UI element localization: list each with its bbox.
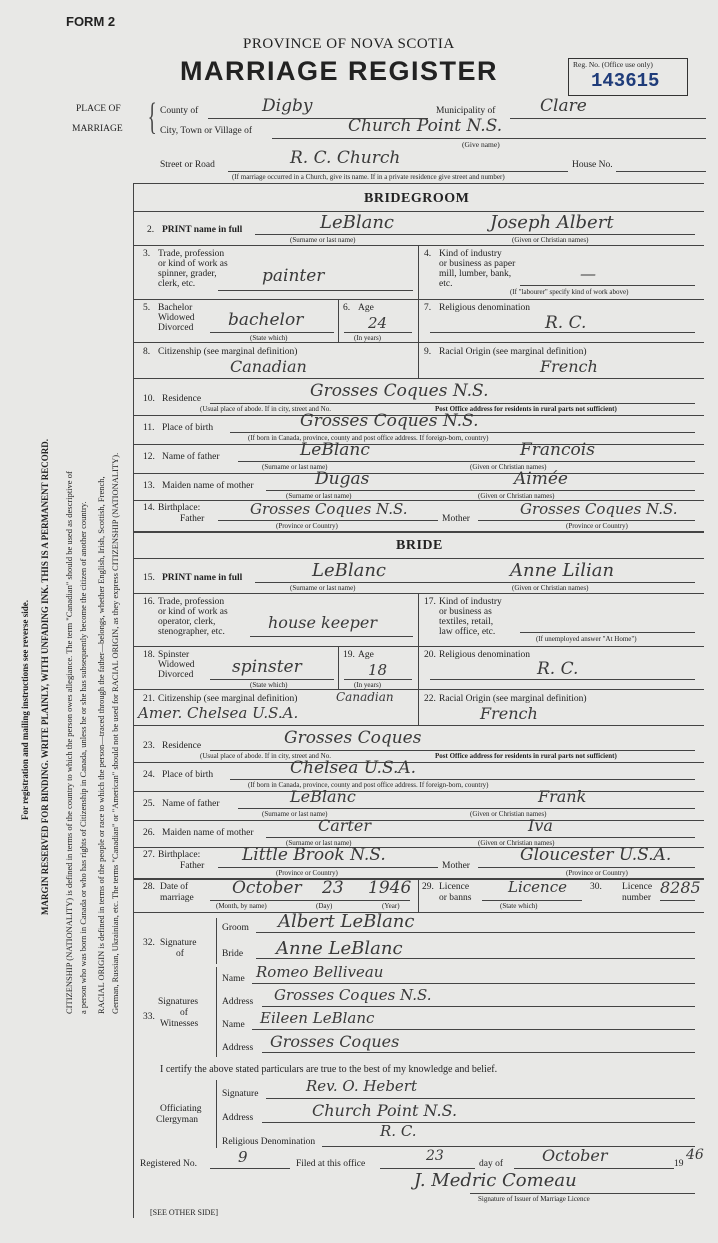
groom-sig-label: Groom	[222, 923, 249, 933]
f5-num: 5.	[143, 303, 151, 313]
f22-num: 22.	[424, 694, 436, 704]
bride-surname: LeBlanc	[312, 560, 386, 581]
f12-surname-caption: (Surname or last name)	[262, 463, 328, 471]
place-label-2: MARRIAGE	[72, 124, 123, 134]
w1-name-label: Name	[222, 974, 245, 984]
groom-father-surname: LeBlanc	[300, 440, 370, 460]
city-value: Church Point N.S.	[348, 116, 503, 136]
clergy-address: Church Point N.S.	[312, 1101, 458, 1120]
f12-label: Name of father	[162, 452, 220, 462]
f17-note: (If unemployed answer "At Home")	[536, 635, 637, 643]
f27-mother-label: Mother	[442, 861, 470, 871]
groom-trade: painter	[262, 266, 325, 286]
groom-father-birthplace: Grosses Coques N.S.	[250, 500, 408, 518]
f10-note-bold: Post Office address for residents in rural parts not sufficient)	[435, 405, 617, 413]
witness2-name: Eileen LeBlanc	[260, 1009, 375, 1027]
groom-surname-caption: (Surname or last name)	[290, 236, 356, 244]
municipality-value: Clare	[540, 96, 587, 116]
f7-num: 7.	[424, 303, 432, 313]
county-label: County of	[160, 106, 199, 116]
w2-name-label: Name	[222, 1020, 245, 1030]
f33-num: 33.	[143, 1012, 155, 1022]
f15-given-caption: (Given or Christian names)	[512, 584, 589, 592]
f33-l2: of	[180, 1008, 188, 1018]
f8-label: Citizenship (see marginal definition)	[158, 347, 298, 357]
f8-num: 8.	[143, 347, 151, 357]
margin-note-5: RACIAL ORIGIN is defined in terms of the people or race to which the person—traced through the father—belongs, whether English, Irish, Scottish, French,	[96, 476, 106, 1014]
bride-citizenship-extra: Amer. Chelsea U.S.A.	[138, 704, 299, 722]
registration-number-box	[568, 58, 688, 96]
officiating-l1: Officiating	[160, 1104, 202, 1114]
w1-address-label: Address	[222, 997, 254, 1007]
place-brace-icon: {	[147, 96, 157, 138]
f13-given-caption: (Given or Christian names)	[478, 492, 555, 500]
f12-given-caption: (Given or Christian names)	[470, 463, 547, 471]
groom-signature: Albert LeBlanc	[278, 911, 415, 932]
bride-heading: BRIDE	[396, 538, 443, 553]
f30-num: 30.	[590, 882, 602, 892]
clergy-religion: R. C.	[380, 1122, 417, 1140]
groom-mother-birthplace: Grosses Coques N.S.	[520, 500, 678, 518]
f28-l2: marriage	[160, 893, 194, 903]
f28-year-caption: (Year)	[382, 902, 400, 910]
bride-mother-given: Iva	[528, 816, 553, 835]
f14-mother-label: Mother	[442, 514, 470, 524]
f26-given-caption: (Given or Christian names)	[478, 839, 555, 847]
f23-num: 23.	[143, 741, 155, 751]
f28-month-caption: (Month, by name)	[216, 902, 267, 910]
f18-num: 18.	[143, 650, 155, 660]
f3-l4: clerk, etc.	[158, 279, 196, 289]
bride-citizenship: Canadian	[336, 690, 394, 704]
f29-state-which: (State which)	[500, 902, 538, 910]
county-value: Digby	[262, 96, 313, 116]
groom-father-given: Francois	[520, 440, 595, 460]
f27-num: 27.	[143, 850, 155, 860]
officiating-l2: Clergyman	[156, 1115, 199, 1125]
f28-num: 28.	[143, 882, 155, 892]
f20-num: 20.	[424, 650, 436, 660]
f27-father-label: Father	[180, 861, 205, 871]
f28-l1: Date of	[160, 882, 189, 892]
page-title: MARRIAGE REGISTER	[180, 56, 499, 86]
f4-l1: Kind of industry	[439, 249, 502, 259]
f16-l4: stenographer, etc.	[158, 627, 225, 637]
f5-l3: Divorced	[158, 323, 194, 333]
bride-sig-label: Bride	[222, 949, 244, 959]
groom-age: 24	[368, 314, 388, 332]
day-of-label: day of	[479, 1159, 504, 1169]
f19-in-years: (In years)	[354, 681, 382, 689]
f2-num: 2.	[147, 225, 155, 235]
f16-l3: operator, clerk,	[158, 617, 216, 627]
f11-label: Place of birth	[162, 423, 214, 433]
groom-citizenship: Canadian	[230, 357, 307, 376]
issuer-signature: J. Medric Comeau	[414, 1170, 577, 1191]
f18-state-which: (State which)	[250, 681, 288, 689]
f3-l2: or kind of work as	[158, 259, 228, 269]
f25-surname-caption: (Surname or last name)	[262, 810, 328, 818]
f15-num: 15.	[143, 573, 155, 583]
groom-state-which: (State which)	[250, 334, 288, 342]
f25-num: 25.	[143, 799, 155, 809]
f18-l3: Divorced	[158, 670, 194, 680]
bride-residence: Grosses Coques	[284, 728, 422, 748]
f27-label: Birthplace:	[158, 850, 201, 860]
bride-mother-surname: Carter	[318, 816, 371, 835]
f28-day-caption: (Day)	[316, 902, 333, 910]
f11-note: (If born in Canada, province, county and post office address. If foreign-born, country)	[248, 434, 489, 442]
f18-l2: Widowed	[158, 660, 195, 670]
filed-day: 23	[426, 1148, 444, 1164]
f17-l3: textiles, retail,	[439, 617, 494, 627]
f17-l2: or business as	[439, 607, 492, 617]
groom-status: bachelor	[228, 310, 304, 330]
f29-l2: or banns	[439, 893, 472, 903]
bride-birthplace: Chelsea U.S.A.	[290, 758, 417, 778]
bridegroom-heading: BRIDEGROOM	[364, 191, 470, 206]
witness1-name: Romeo Belliveau	[256, 963, 384, 981]
house-label: House No.	[572, 160, 613, 170]
f14-num: 14.	[143, 503, 155, 513]
groom-industry: —	[580, 264, 596, 283]
f13-surname-caption: (Surname or last name)	[286, 492, 352, 500]
f33-l3: Witnesses	[160, 1019, 199, 1029]
street-note: (If marriage occurred in a Church, give its name. If in a private residence give street and number)	[232, 173, 505, 181]
reg-no-label: Reg. No. (Office use only)	[573, 60, 653, 69]
province-heading: PROVINCE OF NOVA SCOTIA	[243, 36, 455, 52]
f6-num: 6.	[343, 303, 351, 313]
f14-father-label: Father	[180, 514, 205, 524]
f7-label: Religious denomination	[439, 303, 531, 313]
w2-address-label: Address	[222, 1043, 254, 1053]
f27-mother-caption: (Province or Country)	[566, 869, 628, 877]
f5-l2: Widowed	[158, 313, 195, 323]
f4-l4: etc.	[439, 279, 453, 289]
f6-label: Age	[358, 303, 374, 313]
filed-label: Filed at this office	[296, 1159, 366, 1169]
f10-note: (Usual place of abode. If in city, street and No.	[200, 405, 331, 413]
f9-label: Racial Origin (see marginal definition)	[439, 347, 587, 357]
bride-racial: French	[480, 704, 538, 723]
f21-num: 21.	[143, 694, 155, 704]
f33-l1: Signatures	[158, 997, 199, 1007]
form-number: FORM 2	[66, 14, 116, 29]
f30-l1: Licence	[622, 882, 653, 892]
f4-num: 4.	[424, 249, 432, 259]
margin-note-1: For registration and mailing instructions see reverse side.	[20, 600, 30, 820]
f17-num: 17.	[424, 597, 436, 607]
marriage-day: 23	[322, 878, 344, 898]
f3-num: 3.	[143, 249, 151, 259]
f3-l1: Trade, profession	[158, 249, 225, 259]
f26-label: Maiden name of mother	[162, 828, 254, 838]
f19-label: Age	[358, 650, 374, 660]
bride-mother-birthplace: Gloucester U.S.A.	[520, 845, 672, 865]
year-prefix: 19	[674, 1159, 684, 1169]
clergy-address-label: Address	[222, 1113, 254, 1123]
f2-label: PRINT name in full	[162, 225, 243, 235]
margin-note-6: German, Russian, Ukrainian, etc. The terms "Canadian" or "American" should not be used for RACIAL ORIGIN, as they express CITIZENSHIP (NATIONALITY).	[110, 452, 120, 1014]
groom-surname: LeBlanc	[320, 212, 394, 233]
f29-num: 29.	[422, 882, 434, 892]
margin-note-3: CITIZENSHIP (NATIONALITY) is defined in terms of the country to which the person owes allegiance. The term "Canadian" should be used as descriptive of	[64, 471, 74, 1014]
issuer-caption: Signature of Issuer of Marriage Licence	[478, 1195, 590, 1203]
f11-num: 11.	[143, 423, 155, 433]
bride-age: 18	[368, 661, 388, 679]
bride-religion: R. C.	[537, 659, 579, 679]
f22-label: Racial Origin (see marginal definition)	[439, 694, 587, 704]
bride-trade: house keeper	[268, 613, 377, 632]
f16-l2: or kind of work as	[158, 607, 228, 617]
groom-given-caption: (Given or Christian names)	[512, 236, 589, 244]
see-other-side: [SEE OTHER SIDE]	[150, 1208, 218, 1217]
certify-statement: I certify the above stated particulars are true to the best of my knowledge and belief.	[160, 1064, 498, 1075]
f26-surname-caption: (Surname or last name)	[286, 839, 352, 847]
f13-num: 13.	[143, 481, 155, 491]
f24-num: 24.	[143, 770, 155, 780]
groom-racial: French	[540, 357, 598, 376]
registered-number: 9	[238, 1148, 248, 1166]
f16-num: 16.	[143, 597, 155, 607]
f5-l1: Bachelor	[158, 303, 193, 313]
reg-no-value: 143615	[591, 70, 660, 92]
f26-num: 26.	[143, 828, 155, 838]
groom-residence: Grosses Coques N.S.	[310, 381, 489, 401]
clergy-relig-label: Religious Denomination	[222, 1137, 316, 1147]
f4-l3: mill, lumber, bank,	[439, 269, 512, 279]
bride-father-birthplace: Little Brook N.S.	[242, 845, 386, 865]
municipality-label: Municipality of	[436, 106, 496, 116]
groom-given: Joseph Albert	[490, 212, 614, 233]
witness2-address: Grosses Coques	[270, 1032, 400, 1051]
f32-l2: of	[176, 949, 184, 959]
city-label: City, Town or Village of	[160, 126, 252, 136]
licence-number: 8285	[660, 878, 701, 897]
f15-label: PRINT name in full	[162, 573, 243, 583]
margin-note-2: MARGIN RESERVED FOR BINDING. WRITE PLAINLY, WITH UNFADING INK. THIS IS A PERMANENT RECORD.	[40, 438, 50, 915]
f18-l1: Spinster	[158, 650, 190, 660]
f25-given-caption: (Given or Christian names)	[470, 810, 547, 818]
f21-label: Citizenship (see marginal definition)	[158, 694, 298, 704]
f17-l4: law office, etc.	[439, 627, 496, 637]
marriage-year: 1946	[368, 878, 412, 898]
witness1-address: Grosses Coques N.S.	[274, 986, 432, 1004]
licence-or-banns: Licence	[508, 878, 567, 896]
f30-l2: number	[622, 893, 652, 903]
f14-label: Birthplace:	[158, 503, 201, 513]
f27-father-caption: (Province or Country)	[276, 869, 338, 877]
f29-l1: Licence	[439, 882, 470, 892]
give-name-caption: (Give name)	[462, 140, 500, 149]
f23-note: (Usual place of abode. If in city, street and No.	[200, 752, 331, 760]
f24-note: (If born in Canada, province, county and post office address. If foreign-born, country)	[248, 781, 489, 789]
f15-surname-caption: (Surname or last name)	[290, 584, 356, 592]
f17-l1: Kind of industry	[439, 597, 502, 607]
f16-l1: Trade, profession	[158, 597, 225, 607]
groom-mother-surname: Dugas	[315, 469, 370, 489]
marriage-month: October	[232, 878, 302, 898]
filed-month: October	[542, 1146, 608, 1165]
f23-label: Residence	[162, 741, 202, 751]
bride-given: Anne Lilian	[510, 560, 615, 581]
groom-religion: R. C.	[545, 313, 587, 333]
f3-l3: spinner, grader,	[158, 269, 217, 279]
f19-num: 19.	[343, 650, 355, 660]
f32-num: 32.	[143, 938, 155, 948]
f9-num: 9.	[424, 347, 432, 357]
street-label: Street or Road	[160, 160, 215, 170]
clergy-signature: Rev. O. Hebert	[306, 1077, 417, 1095]
f32-l1: Signature	[160, 938, 197, 948]
groom-birthplace: Grosses Coques N.S.	[300, 411, 479, 431]
street-value: R. C. Church	[290, 148, 401, 168]
bride-father-surname: LeBlanc	[290, 787, 356, 806]
bride-status: spinster	[232, 657, 302, 677]
f13-label: Maiden name of mother	[162, 481, 254, 491]
filed-year: 46	[686, 1147, 704, 1163]
bride-signature: Anne LeBlanc	[276, 938, 403, 959]
place-label-1: PLACE OF	[76, 104, 121, 114]
f14-mother-caption: (Province or Country)	[566, 522, 628, 530]
groom-mother-given: Aimée	[514, 469, 568, 489]
clergy-sig-label: Signature	[222, 1089, 259, 1099]
bride-father-given: Frank	[538, 787, 587, 806]
f10-num: 10.	[143, 394, 155, 404]
f24-label: Place of birth	[162, 770, 214, 780]
f14-father-caption: (Province or Country)	[276, 522, 338, 530]
f12-num: 12.	[143, 452, 155, 462]
f4-l2: or business as paper	[439, 259, 516, 269]
groom-in-years: (In years)	[354, 334, 382, 342]
margin-note-4: a person who was born in Canada or who has rights of Citizenship in Canada, unless he or she has subsequently become the citizen of another country.	[78, 501, 88, 1014]
f23-note-bold: Post Office address for residents in rural parts not sufficient)	[435, 752, 617, 760]
f4-note: (If "labourer" specify kind of work above)	[510, 288, 629, 296]
f25-label: Name of father	[162, 799, 220, 809]
f10-label: Residence	[162, 394, 202, 404]
registered-label: Registered No.	[140, 1159, 197, 1169]
f20-label: Religious denomination	[439, 650, 531, 660]
